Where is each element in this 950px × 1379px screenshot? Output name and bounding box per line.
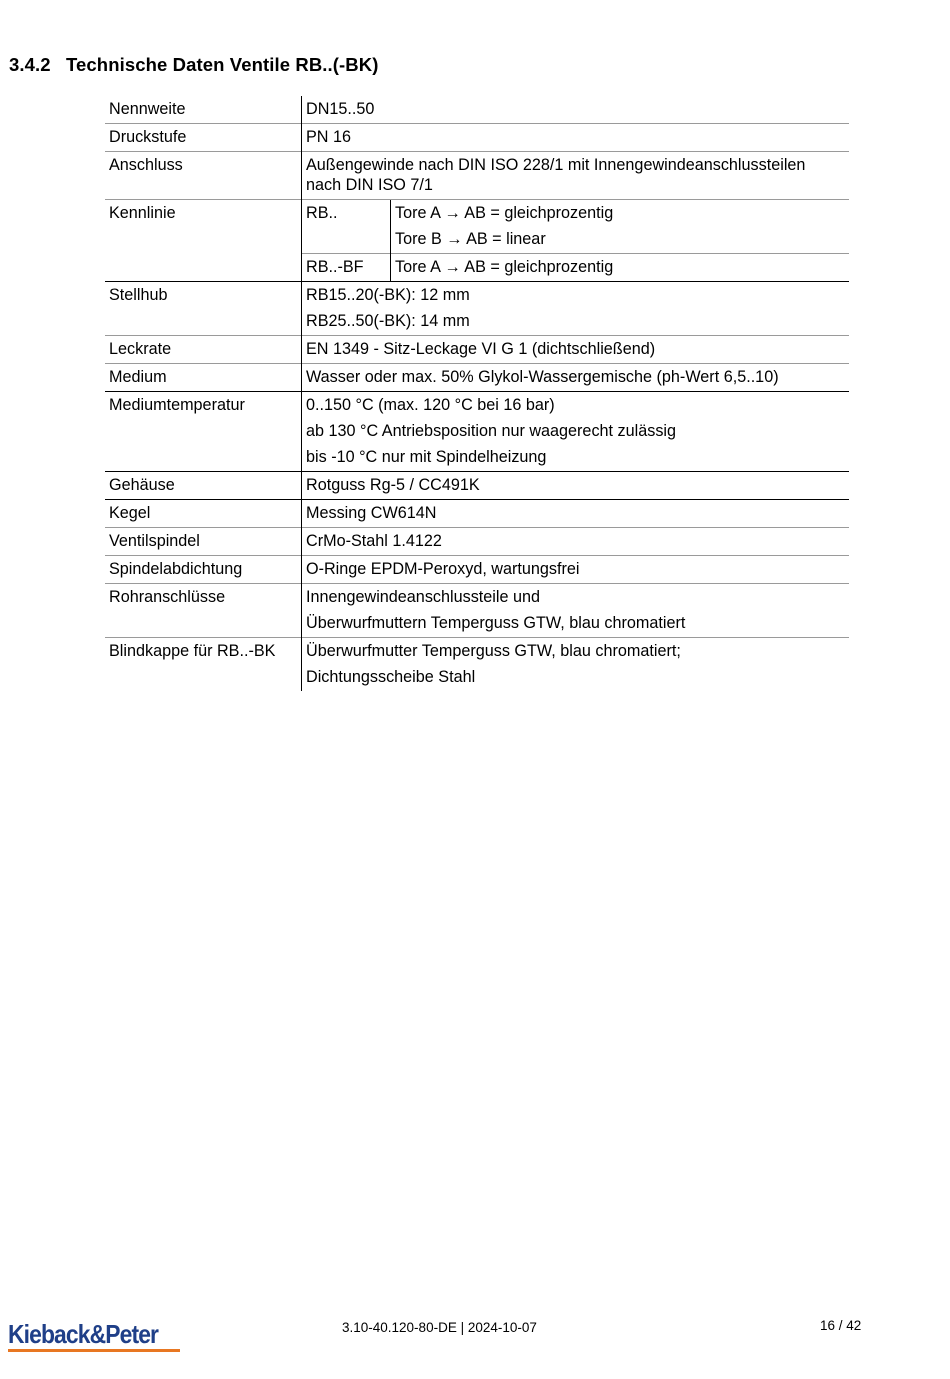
page-number: 16 / 42 <box>820 1318 862 1333</box>
row-label: Nennweite <box>109 100 186 118</box>
table-row <box>105 124 849 152</box>
row-value: Wasser oder max. 50% Glykol-Wassergemische (ph-Wert 6,5..10) <box>302 364 850 392</box>
row-value <box>302 152 850 200</box>
row-label: Druckstufe <box>105 124 302 152</box>
kieback-peter-logo: Kieback&Peter <box>8 1319 159 1349</box>
value-line: Überwurfmutter Temperguss GTW, blau chromatiert; <box>306 642 681 660</box>
document-code: 3.10-40.120-80-DE | 2024-10-07 <box>342 1320 537 1335</box>
table-row <box>105 584 849 638</box>
row-label: Gehäuse <box>105 472 302 500</box>
row-value <box>302 638 850 692</box>
value-line: RB25..50(-BK): 14 mm <box>306 312 470 330</box>
row-value: CrMo-Stahl 1.4122 <box>302 528 850 556</box>
value-line: Dichtungsscheibe Stahl <box>306 668 476 686</box>
valve-type: RB..-BF <box>302 254 391 282</box>
section-heading <box>9 54 378 76</box>
row-label: Mediumtemperatur <box>105 392 302 472</box>
row-label: Kennlinie <box>105 200 302 282</box>
spec-table <box>105 96 849 691</box>
value-line: Außengewinde nach DIN ISO 228/1 mit Innengewindeanschlussteilen <box>306 156 806 174</box>
table-row <box>105 364 849 392</box>
table-row <box>105 200 849 254</box>
row-value <box>302 282 850 336</box>
value-line: nach DIN ISO 7/1 <box>306 176 433 194</box>
value-line: ab 130 °C Antriebsposition nur waagerecht zulässig <box>306 422 677 440</box>
row-label: Leckrate <box>105 336 302 364</box>
row-value: Rotguss Rg-5 / CC491K <box>302 472 850 500</box>
row-value: PN 16 <box>302 124 850 152</box>
row-label: Medium <box>105 364 302 392</box>
row-value <box>302 584 850 638</box>
value-line: RB15..20(-BK): 12 mm <box>306 286 470 304</box>
row-label: Kegel <box>105 500 302 528</box>
row-label: Blindkappe für RB..-BK <box>105 638 302 692</box>
row-label: Rohranschlüsse <box>105 584 302 638</box>
table-row <box>105 528 849 556</box>
table-row <box>105 152 849 200</box>
row-label: Spindelabdichtung <box>105 556 302 584</box>
logo-underline <box>8 1349 180 1352</box>
row-value <box>302 392 850 472</box>
section-title: Technische Daten Ventile RB..(-BK) <box>66 54 379 75</box>
row-label: Stellhub <box>105 282 302 336</box>
row-value: O-Ringe EPDM-Peroxyd, wartungsfrei <box>302 556 850 584</box>
table-row <box>105 556 849 584</box>
row-label: Ventilspindel <box>105 528 302 556</box>
table-row <box>105 472 849 500</box>
table-row <box>105 638 849 692</box>
value-line: Innengewindeanschlussteile und <box>306 588 540 606</box>
table-row <box>105 96 849 124</box>
section-number: 3.4.2 <box>9 54 51 75</box>
row-value: Messing CW614N <box>302 500 850 528</box>
table-row <box>105 282 849 336</box>
value-line: Tore A → AB = gleichprozentig <box>395 204 614 222</box>
value-line: Tore B → AB = linear <box>395 230 546 248</box>
row-value: DN15..50 <box>302 96 850 124</box>
row-value: Tore A → AB = gleichprozentig <box>391 254 850 282</box>
table-row <box>105 392 849 472</box>
valve-type: RB.. <box>302 200 391 254</box>
table-row <box>105 500 849 528</box>
value-line: Überwurfmuttern Temperguss GTW, blau chromatiert <box>306 614 686 632</box>
row-value: EN 1349 - Sitz-Leckage VI G 1 (dichtschließend) <box>302 336 850 364</box>
table-row <box>105 336 849 364</box>
value-line: 0..150 °C (max. 120 °C bei 16 bar) <box>306 396 555 414</box>
row-label: Anschluss <box>105 152 302 200</box>
row-value <box>391 200 850 254</box>
value-line: bis -10 °C nur mit Spindelheizung <box>306 448 547 466</box>
